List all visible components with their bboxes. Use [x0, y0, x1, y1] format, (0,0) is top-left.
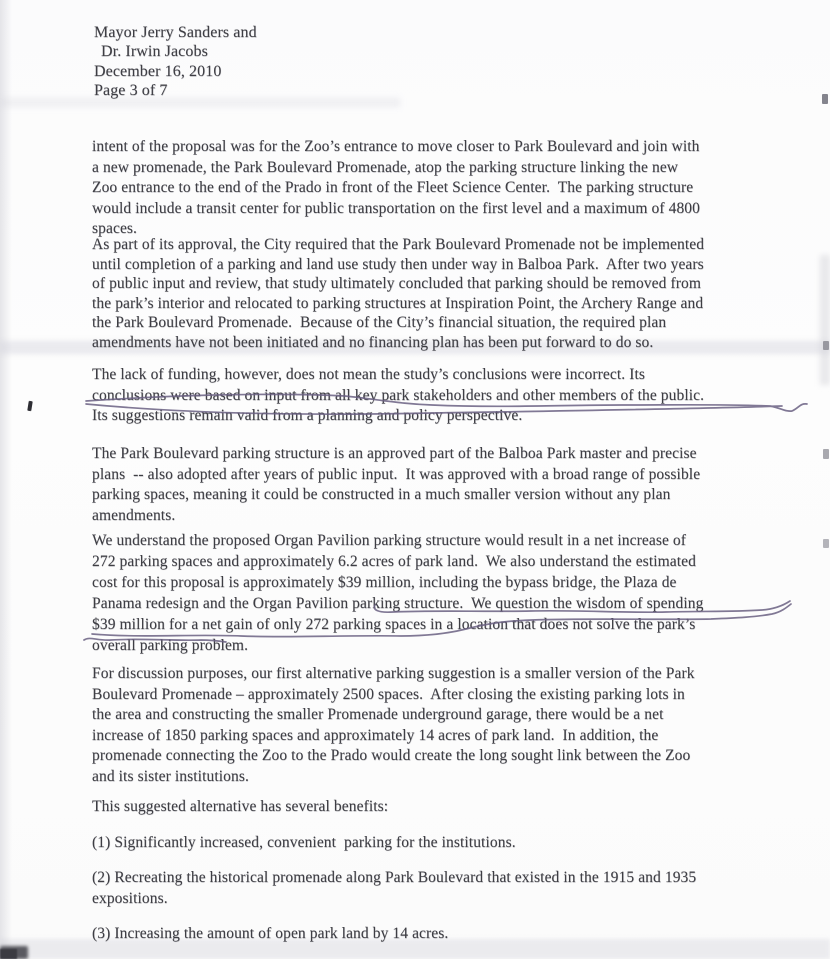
text-line: spaces.: [92, 220, 138, 238]
text-line: (2) Recreating the historical promenade along Park Boulevard that existed in the 1915 and 1935: [92, 869, 697, 886]
scan-speck-right-4: [823, 539, 829, 548]
benefit-item-1: [92, 833, 792, 854]
text-line: intent of the proposal was for the Zoo’s entrance to move closer to Park Boulevard and join with: [92, 138, 700, 155]
benefit-item-2: [92, 868, 792, 909]
paragraph-city-approval: [92, 235, 792, 353]
text-line: Mayor Jerry Sanders and: [94, 24, 257, 41]
text-line: plans -- also adopted after years of public input. It was approved with a broad range of possible: [92, 465, 701, 483]
scan-blotch-core: [0, 949, 17, 959]
text-line: increase of 1850 parking spaces and approximately 14 acres of park land. In addition, the: [92, 726, 659, 744]
text-line: December 16, 2010: [94, 62, 222, 80]
text-line: expositions.: [92, 889, 168, 907]
text-line: the park’s interior and relocated to parking structures at Inspiration Point, the Archery Range and: [92, 294, 704, 312]
pen-tick-mark: [27, 401, 33, 412]
scan-smudge-right: [820, 255, 830, 385]
text-line: Zoo entrance to the end of the Prado in front of the Fleet Science Center. The parking structure: [92, 179, 694, 197]
text-line: (3) Increasing the amount of open park land by 14 acres.: [92, 925, 449, 942]
text-line: This suggested alternative has several benefits:: [92, 798, 389, 815]
text-line: Page 3 of 7: [94, 81, 168, 99]
paragraph-zoo-entrance: [92, 137, 792, 240]
text-line: We understand the proposed Organ Pavilion parking structure would result in a net increase of: [92, 532, 687, 549]
text-line: $39 million for a net gain of only 272 parking spaces in a location that does not solve the park’s: [92, 616, 696, 633]
scan-speck-right-1: [822, 94, 828, 104]
text-line: conclusions were based on input from all key park stakeholders and other members of the public.: [92, 386, 705, 404]
text-line: Boulevard Promenade – approximately 2500 spaces. After closing the existing parking lots in: [92, 685, 685, 703]
text-line: the Park Boulevard Promenade. Because of the City’s financial situation, the required plan: [92, 314, 667, 332]
text-line: amendments.: [92, 506, 176, 524]
scan-speck-right-3: [823, 449, 829, 459]
text-line: until completion of a parking and land use study then under way in Balboa Park. After two years: [92, 255, 704, 273]
text-line: and its sister institutions.: [92, 767, 249, 785]
text-line: a new promenade, the Park Boulevard Promenade, atop the parking structure linking the new: [92, 158, 679, 176]
text-line: promenade connecting the Zoo to the Prado would create the long sought link between the Zoo: [92, 747, 691, 765]
scan-speck-right-2: [823, 341, 829, 350]
text-line: parking spaces, meaning it could be constructed in a much smaller version without any plan: [92, 486, 671, 504]
text-line: the area and constructing the smaller Promenade underground garage, there would be a net: [92, 706, 664, 724]
scan-blotch-bottom-left: [0, 946, 28, 959]
benefit-item-3: [92, 924, 792, 945]
text-line: (1) Significantly increased, convenient parking for the institutions.: [92, 834, 516, 851]
text-line: overall parking problem.: [92, 637, 249, 654]
text-line: Its suggestions remain valid from a planning and policy perspective.: [92, 407, 523, 425]
text-line: The Park Boulevard parking structure is an approved part of the Balboa Park master and precise: [92, 445, 697, 462]
text-line: would include a transit center for public transportation on the first level and a maximum of 4800: [92, 199, 701, 217]
text-line: Panama redesign and the Organ Pavilion parking structure. We question the wisdom of spending: [92, 595, 704, 612]
text-line: Dr. Irwin Jacobs: [101, 43, 208, 61]
text-line: amendments have not been initiated and no financing plan has been put forward to do so.: [92, 333, 654, 351]
paragraph-master-plan: [92, 444, 792, 526]
text-line: As part of its approval, the City required that the Park Boulevard Promenade not be implemented: [92, 236, 705, 253]
scan-edge-shadow-left: [0, 0, 12, 959]
paragraph-lack-of-funding: [92, 365, 792, 427]
text-line: 272 parking spaces and approximately 6.2 acres of park land. We also understand the estimated: [92, 553, 696, 570]
paragraph-benefits-intro: [92, 797, 792, 818]
text-line: of public input and review, that study ultimately concluded that parking should be removed from: [92, 275, 701, 293]
text-line: cost for this proposal is approximately $39 million, including the bypass bridge, the Plaza de: [92, 574, 677, 591]
paragraph-alternative: [92, 664, 792, 788]
letter-header: [94, 23, 794, 100]
text-line: For discussion purposes, our first alternative parking suggestion is a smaller version of the Park: [92, 665, 695, 682]
paragraph-organ-pavilion: [92, 530, 792, 656]
text-line: The lack of funding, however, does not mean the study’s conclusions were incorrect. Its: [92, 366, 646, 383]
